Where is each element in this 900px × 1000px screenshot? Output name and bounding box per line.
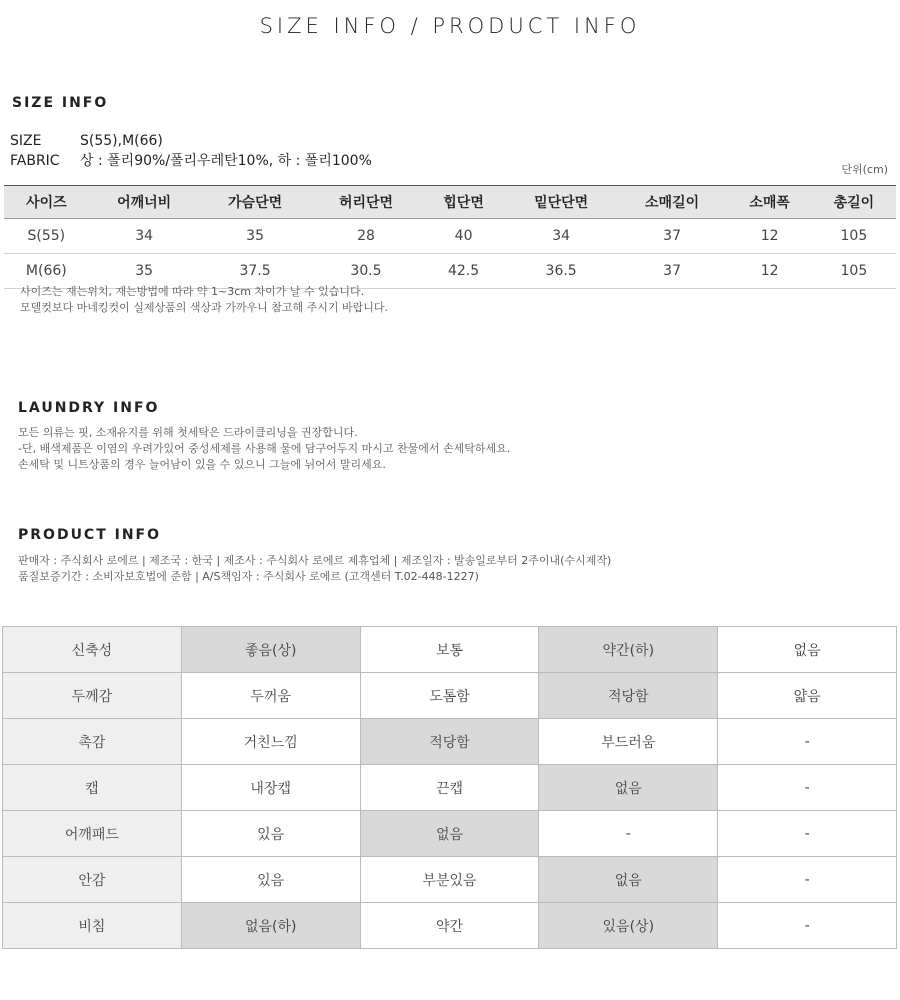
page-title: SIZE INFO / PRODUCT INFO	[259, 14, 641, 38]
size-notes	[20, 284, 388, 316]
laundry-info-heading: LAUNDRY INFO	[18, 400, 160, 416]
fabric-row	[10, 150, 372, 170]
table-cell: 105	[812, 254, 896, 289]
column-header: 소매길이	[617, 186, 728, 219]
property-option: -	[718, 857, 897, 903]
table-row	[4, 219, 896, 254]
property-label: 두께감	[3, 673, 182, 719]
table-cell: 40	[421, 219, 505, 254]
product-notes	[18, 553, 611, 585]
unit-label: 단위(cm)	[841, 163, 888, 176]
size-table	[4, 185, 896, 289]
column-header: 어깨너비	[89, 186, 200, 219]
size-table-header	[4, 186, 896, 219]
property-row	[3, 903, 897, 949]
table-cell: 37.5	[200, 254, 311, 289]
table-cell: 36.5	[506, 254, 617, 289]
property-option: 약간(하)	[539, 627, 718, 673]
table-cell: 35	[89, 254, 200, 289]
table-cell: 37	[617, 219, 728, 254]
property-option: -	[718, 811, 897, 857]
column-header: 가슴단면	[200, 186, 311, 219]
fabric-label: FABRIC	[10, 153, 60, 169]
property-option: 있음	[181, 811, 360, 857]
property-label: 비침	[3, 903, 182, 949]
property-row	[3, 719, 897, 765]
property-option: 적당함	[360, 719, 539, 765]
table-cell: M(66)	[4, 254, 89, 289]
property-option: 없음(하)	[181, 903, 360, 949]
property-option: 없음	[539, 765, 718, 811]
property-label: 캡	[3, 765, 182, 811]
property-option: 있음	[181, 857, 360, 903]
property-row	[3, 811, 897, 857]
product-info-heading: PRODUCT INFO	[18, 527, 162, 543]
size-label: SIZE	[10, 133, 42, 149]
table-cell: 37	[617, 254, 728, 289]
column-header: 소매폭	[728, 186, 812, 219]
product-line: 판매자 : 주식회사 로에르 | 제조국 : 한국 | 제조사 : 주식회사 로에르 제휴업체 | 제조일자 : 발송일로부터 2주이내(수시제작)	[18, 554, 612, 567]
table-cell: 42.5	[421, 254, 505, 289]
column-header: 허리단면	[311, 186, 422, 219]
table-cell: 34	[506, 219, 617, 254]
laundry-line: -단, 배색제품은 이염의 우려가있어 중성세제를 사용해 물에 담구어두지 마시고 찬물에서 손세탁하세요.	[18, 442, 511, 455]
property-option: 약간	[360, 903, 539, 949]
column-header: 총길이	[812, 186, 896, 219]
property-row	[3, 673, 897, 719]
property-option: 없음	[539, 857, 718, 903]
property-option: 있음(상)	[539, 903, 718, 949]
size-value: S(55),M(66)	[80, 133, 163, 149]
property-option: 도톰함	[360, 673, 539, 719]
property-row	[3, 857, 897, 903]
property-option: 끈캡	[360, 765, 539, 811]
property-label: 신축성	[3, 627, 182, 673]
property-option: 보통	[360, 627, 539, 673]
table-cell: S(55)	[4, 219, 89, 254]
property-option: -	[718, 719, 897, 765]
property-label: 어깨패드	[3, 811, 182, 857]
property-option: 없음	[360, 811, 539, 857]
property-option: -	[539, 811, 718, 857]
property-option: 부분있음	[360, 857, 539, 903]
table-cell: 28	[311, 219, 422, 254]
table-cell: 12	[728, 219, 812, 254]
table-cell: 35	[200, 219, 311, 254]
table-cell: 30.5	[311, 254, 422, 289]
property-option: 없음	[718, 627, 897, 673]
property-option: 두꺼움	[181, 673, 360, 719]
table-cell: 34	[89, 219, 200, 254]
property-table	[2, 626, 897, 949]
property-option: -	[718, 765, 897, 811]
property-row	[3, 627, 897, 673]
laundry-line: 손세탁 및 니트상품의 경우 늘어남이 있을 수 있으니 그늘에 뉘어서 말리세요.	[18, 458, 386, 471]
column-header: 힙단면	[421, 186, 505, 219]
table-cell: 12	[728, 254, 812, 289]
column-header: 밑단단면	[506, 186, 617, 219]
laundry-line: 모든 의류는 핏, 소재유지를 위해 첫세탁은 드라이클리닝을 권장합니다.	[18, 426, 358, 439]
column-header: 사이즈	[4, 186, 89, 219]
property-label: 촉감	[3, 719, 182, 765]
size-row	[10, 133, 163, 149]
property-label: 안감	[3, 857, 182, 903]
property-row	[3, 765, 897, 811]
note-line: 사이즈는 재는위치, 재는방법에 따라 약 1~3cm 차이가 날 수 있습니다.	[20, 285, 365, 298]
property-option: 내장캡	[181, 765, 360, 811]
property-option: 적당함	[539, 673, 718, 719]
property-option: -	[718, 903, 897, 949]
property-option: 좋음(상)	[181, 627, 360, 673]
product-line: 품질보증기간 : 소비자보호법에 준함 | A/S책임자 : 주식회사 로에르 (고객센터 T.02-448-1227)	[18, 570, 479, 583]
note-line: 모델컷보다 마네킹컷이 실제상품의 색상과 가까우니 참고해 주시기 바랍니다.	[20, 301, 389, 314]
size-info-heading: SIZE INFO	[12, 95, 109, 111]
property-option: 거친느낌	[181, 719, 360, 765]
property-option: 부드러움	[539, 719, 718, 765]
laundry-notes	[18, 425, 510, 473]
table-cell: 105	[812, 219, 896, 254]
fabric-value: 상 : 폴리90%/폴리우레탄10%, 하 : 폴리100%	[80, 153, 372, 169]
property-option: 얇음	[718, 673, 897, 719]
